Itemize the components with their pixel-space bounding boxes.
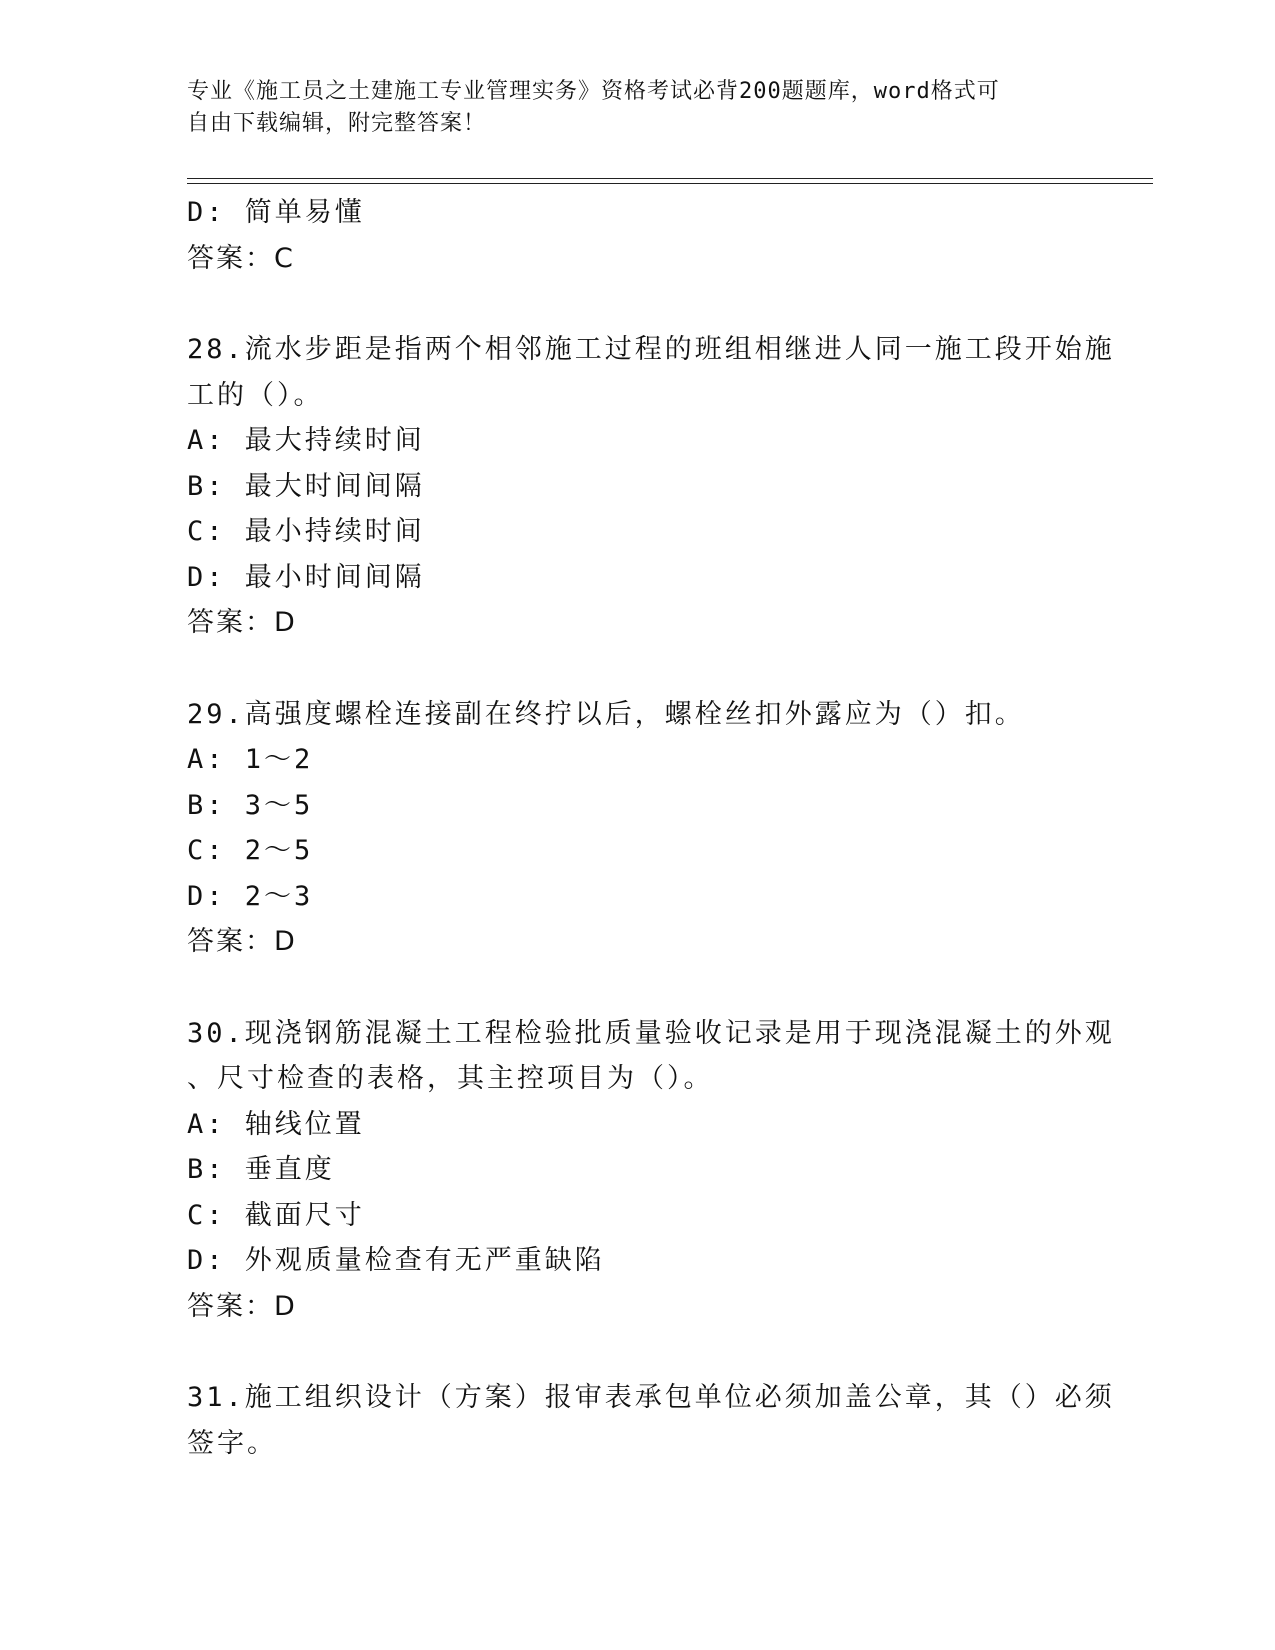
option-d: D: 外观质量检查有无严重缺陷: [187, 1245, 605, 1276]
question-stem: 签字。: [187, 1427, 277, 1459]
option-b: B: 垂直度: [187, 1154, 335, 1185]
header-rule-thin: [187, 178, 1153, 179]
header-line-2: 自由下载编辑，附完整答案！: [187, 111, 487, 136]
question-28: [187, 327, 1115, 646]
question-stem: 30.现浇钢筋混凝土工程检验批质量验收记录是用于现浇混凝土的外观: [187, 1017, 1115, 1049]
page-header: [187, 76, 1067, 140]
option-c: C: 2～5: [187, 835, 314, 866]
option-c: C: 截面尺寸: [187, 1199, 365, 1231]
question-stem: 、尺寸检查的表格，其主控项目为（）。: [187, 1063, 714, 1094]
option-a: A: 最大持续时间: [187, 425, 425, 456]
question-stem: 28.流水步距是指两个相邻施工过程的班组相继进人同一施工段开始施: [187, 334, 1115, 365]
question-stem: 31.施工组织设计（方案）报审表承包单位必须加盖公章，其（）必须: [187, 1382, 1115, 1413]
answer-line: 答案：D: [187, 926, 297, 957]
answer-line: 答案：C: [187, 242, 295, 274]
question-stem: 29.高强度螺栓连接副在终拧以后，螺栓丝扣外露应为（）扣。: [187, 698, 1025, 730]
question-30: [187, 1011, 1115, 1330]
question-list: [187, 190, 1115, 1466]
question-stem: 工的（）。: [187, 379, 324, 411]
answer-line: 答案：D: [187, 1290, 297, 1322]
option-d: D: 最小时间间隔: [187, 561, 425, 593]
option-d: D: 简单易懂: [187, 197, 365, 228]
option-d: D: 2～3: [187, 880, 314, 912]
question-27-tail: [187, 190, 1087, 281]
question-29: [187, 692, 1087, 965]
option-a: A: 轴线位置: [187, 1108, 365, 1140]
header-line-1: 专业《施工员之土建施工专业管理实务》资格考试必背200题题库，word格式可: [187, 79, 1000, 104]
question-31: [187, 1375, 1115, 1466]
header-rule-thick: [187, 183, 1153, 184]
option-b: B: 3～5: [187, 789, 314, 821]
answer-line: 答案：D: [187, 607, 297, 638]
option-a: A: 1～2: [187, 744, 314, 775]
option-c: C: 最小持续时间: [187, 516, 425, 547]
option-b: B: 最大时间间隔: [187, 470, 425, 502]
